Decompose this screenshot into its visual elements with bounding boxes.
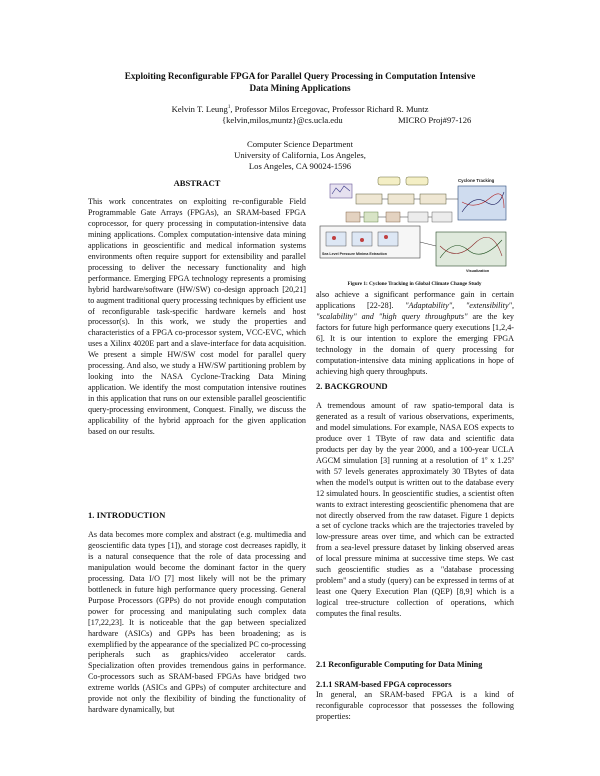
figure-caption: Figure 1: Cyclone Tracking in Global Climate Change Study [347, 281, 482, 287]
degree-mark-2: o [511, 456, 515, 462]
section-2-1-1-body [316, 690, 514, 723]
grid-image-1 [346, 212, 360, 222]
pressure-map-1 [326, 232, 346, 246]
abstract-body [88, 197, 306, 438]
paper-title-line2: Data Mining Applications [249, 83, 351, 93]
minima-dot-1 [332, 236, 336, 240]
introduction-heading: 1. INTRODUCTION [88, 510, 166, 520]
introduction-body [88, 530, 306, 716]
process-box-5 [420, 194, 446, 204]
background-body [316, 401, 514, 620]
intro-continued-part-a: also achieve a significant performance gain in certain applications [22-28]. [316, 290, 514, 310]
author-rest: , Professor Milos Ercegovac, Professor Richard R. Muntz [230, 104, 429, 114]
affiliation-address: Los Angeles, CA 90024-1596 [248, 161, 352, 171]
affiliation [150, 139, 450, 172]
section-2-1-heading: 2.1 Reconfigurable Computing for Data Mining [316, 660, 483, 669]
grid-image-3 [386, 212, 400, 222]
affiliation-university: University of California, Los Angeles, [234, 150, 366, 160]
abstract-text: This work concentrates on exploiting re-configurable Field Programmable Gate Arrays (FPGAs), an SRAM-based FPGA coprocessor, for query processing in computation-intensive data mining applications. Complex computation-intensive data mining applications in geoscientific and medical information systems environments often require support for extensibility and parallel processing to deliver the necessary functionality and high performance. Emerging FPGA technology represents a promising hybrid hardware/software (HW/SW) co-design approach [20,21] to augment traditional query processing techniques by efficient use of reconfigurable task-specific hardware kernels and host processor(s). In this work, we study the properties and characteristics of a FPGA co-processor system, VCC-EVC, which uses a Xilinx 4020E part and a slave-interface for data acquisition. We present a simple HW/SW cost model for parallel query processing. And also, we study a HW/SW partitioning problem by looking into the NASA Cyclone-Tracking Data Mining application. We identify the most computation intensive routines in this application that runs on our extensible parallel geoscientific query-processing environment, Conquest. Finally, we discuss the applicability of the hybrid approach for the given application based on our results. [88, 197, 306, 437]
stack-box-1 [408, 212, 428, 222]
intro-continued-part-b: are the key factors for future high performance query executions [1,2,4-6]. It is our intention to explore the emerging FPGA technology in the domain of query processing for computation-intensive data mining applications in hope of achieving high query throughputs. [316, 311, 514, 376]
visualization-panel [436, 232, 506, 266]
degree-mark-1: o [485, 456, 488, 462]
authors [100, 104, 500, 115]
intro-continued-text [316, 290, 514, 378]
abstract-heading: ABSTRACT [173, 178, 221, 188]
background-text-a: A tremendous amount of raw spatio-temporal data is generated as a result of various observations, experiments, and model simulations. For example, NASA EOS expects to produce over 1 TByte of raw data and scientific data products per day by the year 2000, and a 100-year UCLA AGCM simulation [3] running at a resolution of 1 [316, 401, 514, 465]
label-extraction: Sea Level Pressure Minima Extraction [322, 252, 387, 256]
process-box-3 [356, 194, 382, 204]
introduction-text: As data becomes more complex and abstract (e.g. multimedia and geoscientific data types [1]), and storage cost decreases rapidly, it is a natural consequence that the role of data processing and manipulation would become the dominant factor in the query processing. Data I/O [7] most likely will not be the primary bottleneck in future high performance query processing. General Purpose Processors (GPPs) do not provide enough computation power for processing and manipulating such complex data [17,22,23]. It is noticeable that the gap between specialized hardware (ASICs) and GPPs has been broadening; as is exemplified by the appearance of the specialized PC co-processing peripherals such as graphics/video accelerator cards. Specialization often provides tremendous gains in performance. Co-processors such as SRAM-based FPGAs have bridged two extreme worlds (ASICs and GPPs) of computer architecture and provide not only the flexibility of binding the functionality of hardware dynamically, but [88, 530, 306, 715]
project-number: MICRO Proj#97-126 [398, 115, 472, 125]
paper-title [90, 70, 510, 94]
paper-title-line1: Exploiting Reconfigurable FPGA for Parallel Query Processing in Computation Intensive [124, 71, 476, 81]
affiliation-dept: Computer Science Department [247, 139, 353, 149]
section-2-1-1-heading: 2.1.1 SRAM-based FPGA coprocessors [316, 680, 452, 689]
background-text-c: with 57 levels generates approximately 30 TBytes of data when the model's output is written out to the database every 12 simulated hours. In geoscientific studies, a scientist often wants to extract interesting geoscientific phenomena that are not directly observed from the raw dataset. Figure 1 depicts a set of cyclone tracks which are the trajectories traveled by low-pressure areas over time, and which can be extracted from a sea-level pressure dataset by linking observed areas of local pressure minima at successive time steps. We cast such geoscientific studies as a "database processing problem" and a study (query) can be expressed in terms of at least one Query Execution Plan (QEP) [8,9] which is a logical tree-structure collection of operations, which computes the final results. [316, 466, 514, 619]
grid-image-2 [364, 212, 378, 222]
minima-dot-3 [384, 235, 388, 239]
author-emails [222, 115, 343, 126]
intro-continued [316, 290, 514, 378]
section-2-1-1-text: In general, an SRAM-based FPGA is a kind of reconfigurable coprocessor that possesses the following properties: [316, 690, 514, 721]
label-visualization: Visualization [466, 269, 490, 273]
stack-box-2 [432, 212, 452, 222]
process-box-2 [406, 177, 428, 185]
process-box-1 [378, 177, 400, 185]
author-footnote: 1 [227, 105, 231, 111]
author-name: Kelvin T. Leung [171, 104, 228, 114]
email-list: {kelvin,milos,muntz}@cs.ucla.edu [222, 115, 343, 125]
figure-diagram [316, 172, 513, 282]
label-cyclone-tracking: Cyclone Tracking [458, 178, 495, 183]
pressure-map-3 [378, 232, 398, 246]
intro-key-factors: "Adaptability", "extensibility", "scalability" and "high query throughputs" [316, 300, 514, 321]
process-box-4 [388, 194, 414, 204]
background-text-b: x 1.25 [487, 455, 512, 465]
minima-dot-2 [360, 238, 364, 242]
background-heading: 2. BACKGROUND [316, 381, 388, 391]
background-text [316, 401, 514, 620]
figure-cyclone-tracking [316, 172, 513, 282]
